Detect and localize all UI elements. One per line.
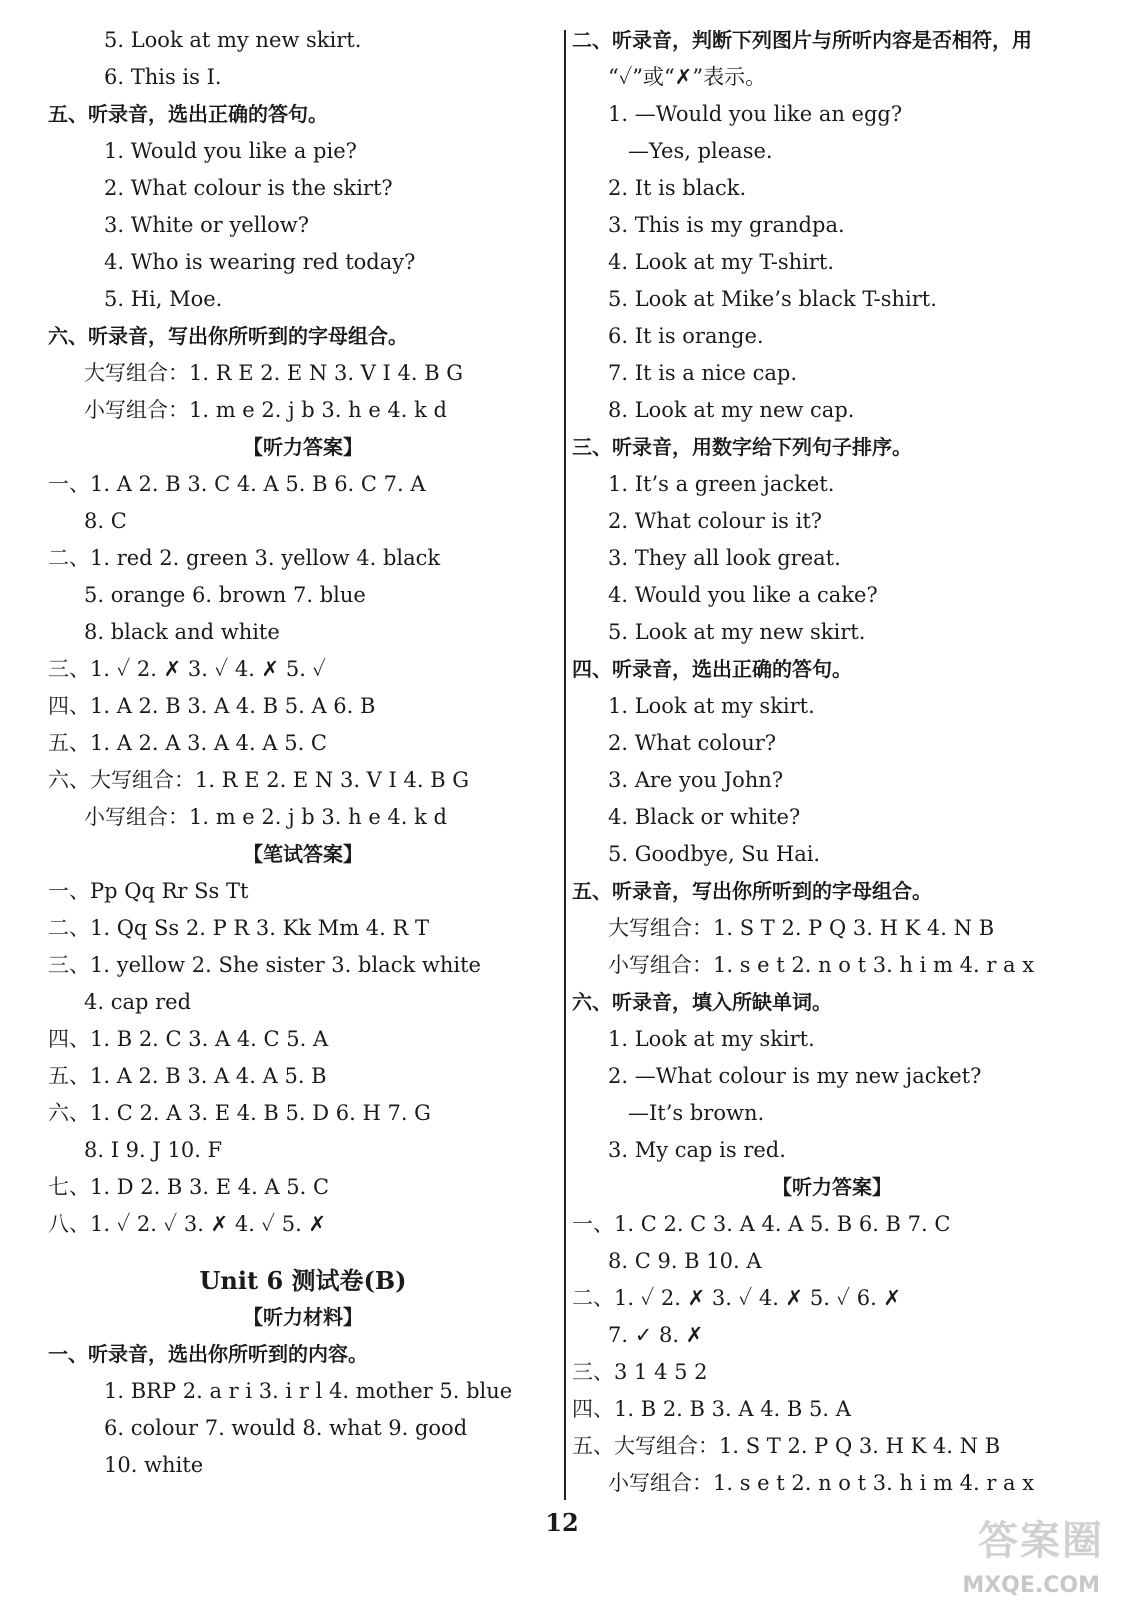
answer-line: 6. This is I. bbox=[104, 65, 222, 89]
section-heading: 四、听录音，选出正确的答句。 bbox=[572, 657, 852, 681]
answer-line: 10. white bbox=[104, 1453, 204, 1477]
answer-line: 4. Would you like a cake? bbox=[608, 583, 878, 607]
answer-line: 大写组合：1. R E 2. E N 3. V I 4. B G bbox=[84, 361, 464, 385]
answer-line: 1. —Would you like an egg? bbox=[608, 102, 903, 126]
block-header: 【听力答案】 bbox=[243, 435, 363, 459]
answer-line: 8. Look at my new cap. bbox=[608, 398, 855, 422]
right-column bbox=[572, 22, 1092, 1502]
section-heading: 五、听录音，选出正确的答句。 bbox=[48, 102, 328, 126]
watermark-url: MXQE.COM bbox=[962, 1573, 1100, 1598]
answer-line: 4. cap red bbox=[84, 990, 192, 1014]
answer-line: 八、1. ✓ 2. ✓ 3. ✗ 4. ✓ 5. ✗ bbox=[48, 1212, 327, 1236]
unit-title: Unit 6 测试卷(B) bbox=[199, 1266, 407, 1295]
answer-line: 四、1. B 2. B 3. A 4. B 5. A bbox=[572, 1397, 851, 1421]
answer-line: 三、1. ✓ 2. ✗ 3. ✓ 4. ✗ 5. ✓ bbox=[48, 657, 327, 681]
section-heading: 五、听录音，写出你所听到的字母组合。 bbox=[572, 879, 932, 903]
section-heading: 一、听录音，选出你所听到的内容。 bbox=[48, 1342, 368, 1366]
answer-line: 一、1. A 2. B 3. C 4. A 5. B 6. C 7. A bbox=[48, 472, 426, 496]
answer-line: 二、1. red 2. green 3. yellow 4. black bbox=[48, 546, 441, 570]
answer-line: 小写组合：1. s e t 2. n o t 3. h i m 4. r a x bbox=[608, 953, 1035, 977]
answer-line: 五、1. A 2. B 3. A 4. A 5. B bbox=[48, 1064, 327, 1088]
answer-line: 六、1. C 2. A 3. E 4. B 5. D 6. H 7. G bbox=[48, 1101, 431, 1125]
answer-line: 1. BRP 2. a r i 3. i r l 4. mother 5. blue bbox=[104, 1379, 513, 1403]
answer-line: 五、1. A 2. A 3. A 4. A 5. C bbox=[48, 731, 327, 755]
answer-line: 四、1. A 2. B 3. A 4. B 5. A 6. B bbox=[48, 694, 376, 718]
answer-line: 5. Look at my new skirt. bbox=[104, 28, 362, 52]
answer-line: 5. Look at Mike’s black T-shirt. bbox=[608, 287, 937, 311]
answer-line: 二、1. ✓ 2. ✗ 3. ✓ 4. ✗ 5. ✓ 6. ✗ bbox=[572, 1286, 902, 1310]
answer-line: —It’s brown. bbox=[628, 1101, 765, 1125]
answer-line: 五、大写组合：1. S T 2. P Q 3. H K 4. N B bbox=[572, 1434, 1001, 1458]
answer-line: 4. Look at my T-shirt. bbox=[608, 250, 834, 274]
answer-line: 2. What colour is the skirt? bbox=[104, 176, 393, 200]
answer-line: 8. black and white bbox=[84, 620, 280, 644]
answer-line: 7. It is a nice cap. bbox=[608, 361, 797, 385]
answer-line: 大写组合：1. S T 2. P Q 3. H K 4. N B bbox=[608, 916, 995, 940]
watermark-logo: 答案圈 bbox=[978, 1518, 1104, 1564]
answer-line: 四、1. B 2. C 3. A 4. C 5. A bbox=[48, 1027, 329, 1051]
section-heading: 二、听录音，判断下列图片与所听内容是否相符，用 bbox=[572, 28, 1032, 52]
answer-line: 6. colour 7. would 8. what 9. good bbox=[104, 1416, 468, 1440]
answer-line: 2. What colour? bbox=[608, 731, 777, 755]
answer-line: 4. Who is wearing red today? bbox=[104, 250, 416, 274]
answer-line: 小写组合：1. m e 2. j b 3. h e 4. k d bbox=[84, 805, 447, 829]
answer-line: 5. Look at my new skirt. bbox=[608, 620, 866, 644]
block-header: 【听力答案】 bbox=[772, 1175, 892, 1199]
answer-line: 二、1. Qq Ss 2. P R 3. Kk Mm 4. R T bbox=[48, 916, 429, 940]
answer-line: 6. It is orange. bbox=[608, 324, 764, 348]
answer-line: 一、1. C 2. C 3. A 4. A 5. B 6. B 7. C bbox=[572, 1212, 951, 1236]
answer-line: 3. Are you John? bbox=[608, 768, 784, 792]
answer-line: 1. Would you like a pie? bbox=[104, 139, 357, 163]
answer-line: 1. Look at my skirt. bbox=[608, 694, 815, 718]
answer-line: 3. White or yellow? bbox=[104, 213, 310, 237]
answer-line: 三、1. yellow 2. She sister 3. black white bbox=[48, 953, 481, 977]
answer-line: 5. orange 6. brown 7. blue bbox=[84, 583, 366, 607]
answer-line: 1. It’s a green jacket. bbox=[608, 472, 835, 496]
section-heading: 六、听录音，写出你所听到的字母组合。 bbox=[48, 324, 408, 348]
answer-line: 三、3 1 4 5 2 bbox=[572, 1360, 708, 1384]
answer-line: 8. C bbox=[84, 509, 127, 533]
answer-line: 七、1. D 2. B 3. E 4. A 5. C bbox=[48, 1175, 330, 1199]
answer-line: 3. My cap is red. bbox=[608, 1138, 786, 1162]
answer-line: 2. What colour is it? bbox=[608, 509, 823, 533]
answer-line: 3. They all look great. bbox=[608, 546, 841, 570]
answer-line: 1. Look at my skirt. bbox=[608, 1027, 815, 1051]
answer-line: 5. Goodbye, Su Hai. bbox=[608, 842, 821, 866]
answer-line: 小写组合：1. s e t 2. n o t 3. h i m 4. r a x bbox=[608, 1471, 1035, 1495]
answer-line: 一、Pp Qq Rr Ss Tt bbox=[48, 879, 249, 903]
left-column bbox=[48, 22, 558, 1484]
answer-line: 2. —What colour is my new jacket? bbox=[608, 1064, 982, 1088]
column-divider bbox=[564, 30, 566, 1500]
answer-line: 5. Hi, Moe. bbox=[104, 287, 223, 311]
answer-line: 8. I 9. J 10. F bbox=[84, 1138, 223, 1162]
answer-line: 4. Black or white? bbox=[608, 805, 801, 829]
block-header: 【笔试答案】 bbox=[243, 842, 363, 866]
answer-line: 小写组合：1. m e 2. j b 3. h e 4. k d bbox=[84, 398, 447, 422]
section-heading: 三、听录音，用数字给下列句子排序。 bbox=[572, 435, 912, 459]
section-heading: 六、听录音，填入所缺单词。 bbox=[572, 990, 832, 1014]
answer-line: 3. This is my grandpa. bbox=[608, 213, 845, 237]
answer-line: —Yes, please. bbox=[628, 139, 773, 163]
answer-line: 8. C 9. B 10. A bbox=[608, 1249, 762, 1273]
answer-line: 7. ✓ 8. ✗ bbox=[608, 1323, 704, 1347]
block-header: 【听力材料】 bbox=[243, 1305, 363, 1329]
answer-line: “✓”或“✗”表示。 bbox=[608, 65, 767, 89]
answer-line: 六、大写组合：1. R E 2. E N 3. V I 4. B G bbox=[48, 768, 470, 792]
answer-line: 2. It is black. bbox=[608, 176, 747, 200]
page-number: 12 bbox=[545, 1508, 579, 1537]
